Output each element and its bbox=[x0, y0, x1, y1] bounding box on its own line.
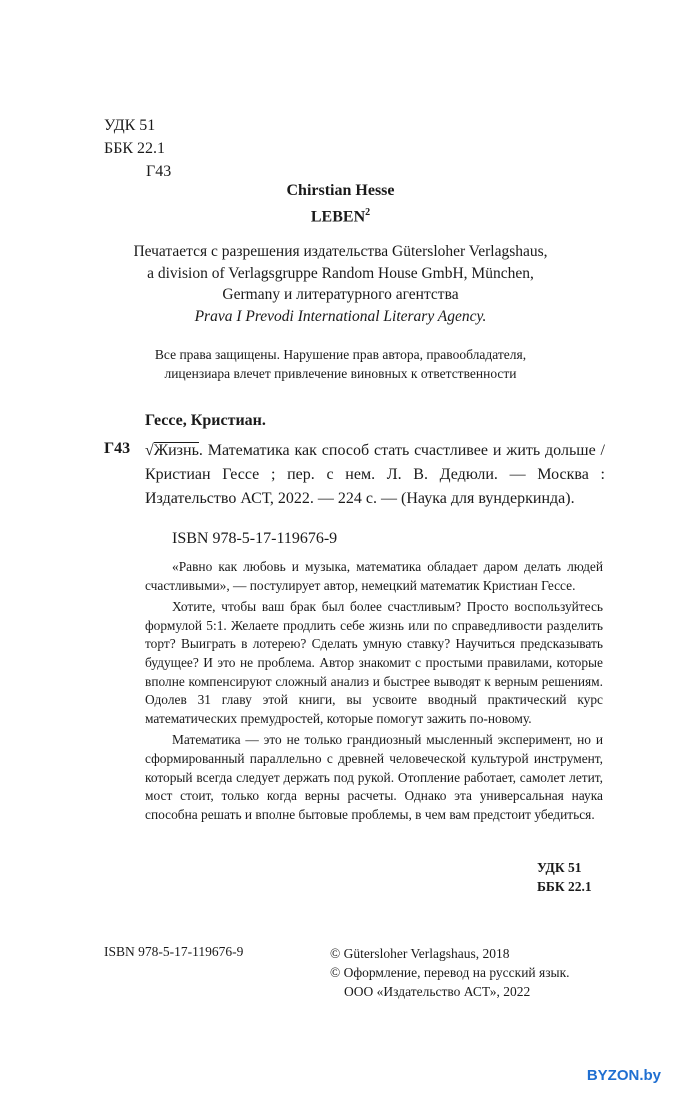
bottom-codes bbox=[537, 858, 592, 896]
copyright-line: ООО «Издательство АСТ», 2022 bbox=[344, 984, 531, 999]
udk-code: УДК 51 bbox=[104, 117, 156, 134]
bib-description: . Математика как способ стать счастливее и жить дольше / Кристиан Гессе ; пер. с нем. Л. В. Дедюли. — Москва : Издательство АСТ, 2022. — 224 с. — (Наука для вундеркинда). bbox=[145, 442, 605, 507]
rights-line: лицензиара влечет привлечение виновных к ответственности bbox=[164, 366, 517, 381]
udk-code-bottom: УДК 51 bbox=[537, 860, 582, 875]
classification-codes bbox=[104, 114, 171, 183]
annotation-paragraph: «Равно как любовь и музыка, математика обладает даром делать людей счастливыми», — постулирует автор, немецкий математик Кристиан Гессе. bbox=[145, 559, 603, 593]
original-title: LEBEN$^2$ bbox=[310, 207, 371, 226]
sqrt-word: Жизнь bbox=[153, 442, 199, 459]
bbk-code: ББК 22.1 bbox=[104, 140, 166, 157]
permission-line: Печатается с разрешения издательства Gütersloher Verlagshaus, bbox=[133, 243, 548, 260]
annotation-paragraph: Математика — это не только грандиозный мысленный эксперимент, но и сформированный параллельно с древней человеческой культурой инструмент, который всегда следует держать под рукой. Отопление работает, самолет летит, мост стоит, только когда верны расчеты. Однако эта универсальная наука способна решать и вполне бытовые проблемы, в чем вам предстоит убедиться. bbox=[145, 732, 603, 822]
annotation bbox=[145, 558, 603, 827]
bib-mark: Г43 bbox=[104, 440, 131, 457]
rights-line: Все права защищены. Нарушение прав автора, правообладателя, bbox=[154, 347, 527, 362]
permission-notice bbox=[0, 241, 681, 327]
permission-agency: Prava I Prevodi International Literary Agency. bbox=[194, 307, 487, 325]
original-author: Chirstian Hesse bbox=[286, 182, 395, 199]
rights-notice bbox=[0, 345, 681, 383]
original-title-block bbox=[0, 180, 681, 228]
permission-line: a division of Verlagsgruppe Random House GmbH, München, bbox=[147, 264, 534, 282]
footer-isbn: ISBN 978-5-17-119676-9 bbox=[104, 944, 244, 959]
bib-isbn: ISBN 978-5-17-119676-9 bbox=[172, 530, 338, 547]
annotation-paragraph: Хотите, чтобы ваш брак был более счастливым? Просто воспользуйтесь формулой 5:1. Желаете продлить себе жизнь или по справедливости разделить торт? Выиграть в лотерею? Сделать умную ставку? Научиться предсказывать будущее? И это не проблема. Автор знакомит с простыми правилами, которые вполне компенсируют сложный анализ и быстрее выводят к верным решениям. Одолев 31 главу этой книги, вы усвоите вводный практический курс математических премудростей, которые помогут зажить по-новому. bbox=[145, 599, 603, 726]
sqrt-symbol: √ bbox=[145, 442, 154, 459]
bibliographic-record bbox=[145, 439, 605, 511]
title-superscript: 2 bbox=[365, 207, 371, 218]
permission-line: Germany и литературного агентства bbox=[222, 286, 459, 303]
copyright-block bbox=[330, 944, 570, 1001]
watermark-logo: BYZON.by bbox=[581, 1065, 667, 1086]
copyright-line: © Gütersloher Verlagshaus, 2018 bbox=[330, 946, 510, 961]
bib-author: Гессе, Кристиан. bbox=[145, 412, 266, 429]
author-mark: Г43 bbox=[146, 163, 172, 180]
bbk-code-bottom: ББК 22.1 bbox=[537, 879, 592, 894]
copyright-line: © Оформление, перевод на русский язык. bbox=[330, 965, 570, 980]
